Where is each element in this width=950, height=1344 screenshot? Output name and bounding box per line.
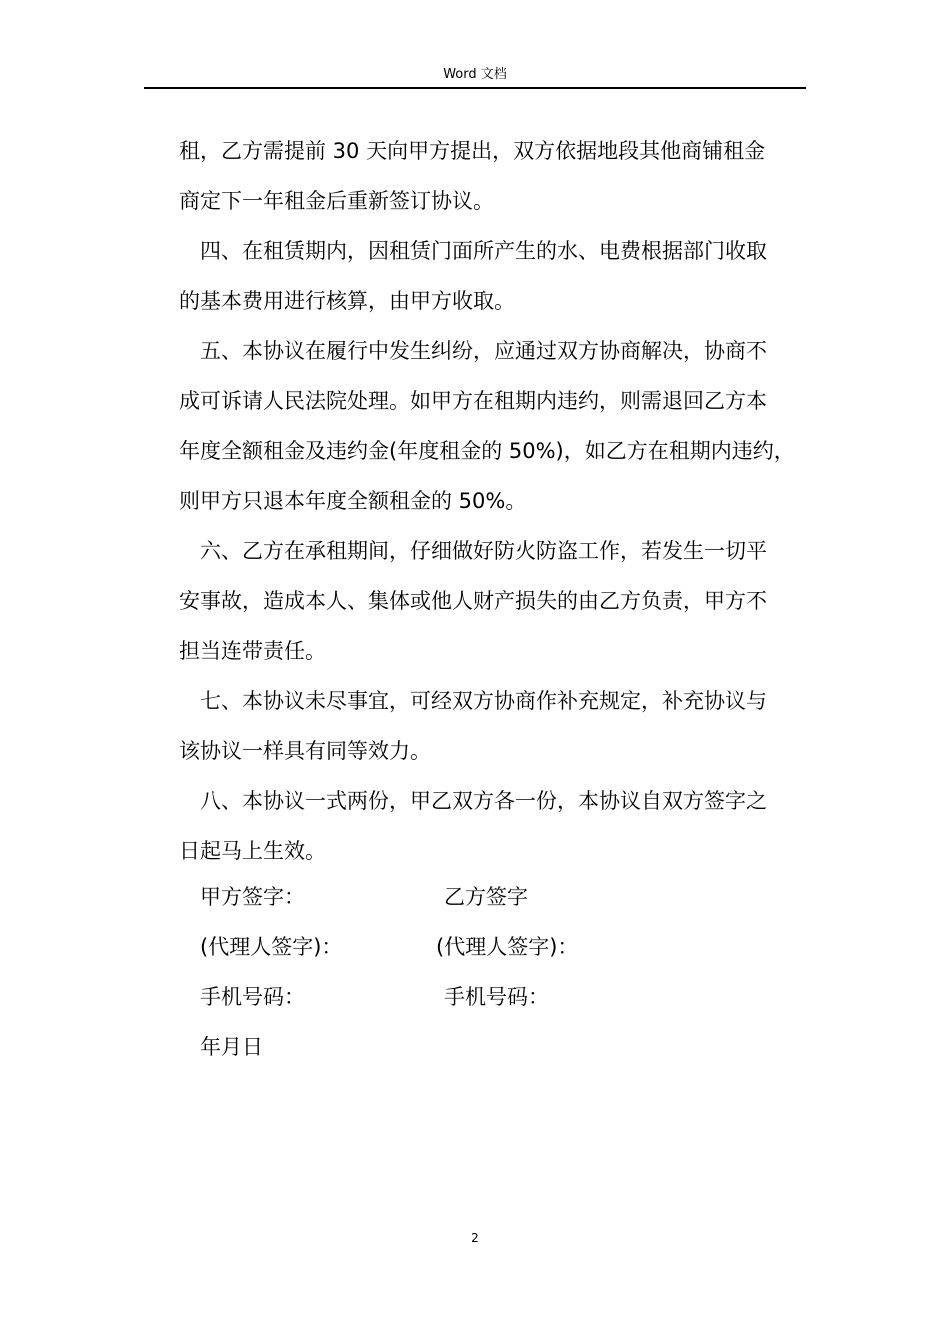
body-line: 的基本费用进行核算，由甲方收取。 xyxy=(179,289,515,313)
clause-6-line: 六、乙方在承租期间，仔细做好防火防盗工作，若发生一切平 xyxy=(200,539,767,563)
clause-8-line: 八、本协议一式两份，甲乙双方各一份，本协议自双方签字之 xyxy=(200,789,767,813)
party-b-phone-label: 手机号码： xyxy=(444,985,549,1009)
party-a-agent-label: (代理人签字)： xyxy=(200,935,343,959)
party-b-signature-label: 乙方签字 xyxy=(444,885,528,909)
header-divider xyxy=(144,87,806,89)
party-a-signature-label: 甲方签字： xyxy=(200,885,305,909)
date-label: 年月日 xyxy=(200,1035,263,1059)
body-line: 该协议一样具有同等效力。 xyxy=(179,739,431,763)
page-number: 2 xyxy=(471,1231,479,1245)
body-line: 安事故，造成本人、集体或他人财产损失的由乙方负责，甲方不 xyxy=(179,589,767,613)
body-line: 担当连带责任。 xyxy=(179,639,326,663)
party-a-phone-label: 手机号码： xyxy=(200,985,305,1009)
body-line: 商定下一年租金后重新签订协议。 xyxy=(179,189,494,213)
body-line: 年度全额租金及违约金(年度租金的 50%)，如乙方在租期内违约， xyxy=(179,439,795,463)
body-line: 则甲方只退本年度全额租金的 50%。 xyxy=(179,489,527,513)
clause-7-line: 七、本协议未尽事宜，可经双方协商作补充规定，补充协议与 xyxy=(200,689,767,713)
body-line: 租，乙方需提前 30 天向甲方提出，双方依据地段其他商铺租金 xyxy=(179,139,766,163)
clause-5-line: 五、本协议在履行中发生纠纷，应通过双方协商解决，协商不 xyxy=(200,339,767,363)
clause-4-line: 四、在租赁期内，因租赁门面所产生的水、电费根据部门收取 xyxy=(200,239,767,263)
body-line: 日起马上生效。 xyxy=(179,839,326,863)
body-line: 成可诉请人民法院处理。如甲方在租期内违约，则需退回乙方本 xyxy=(179,389,767,413)
party-b-agent-label: (代理人签字)： xyxy=(436,935,579,959)
page-header-title: Word 文档 xyxy=(443,67,507,82)
